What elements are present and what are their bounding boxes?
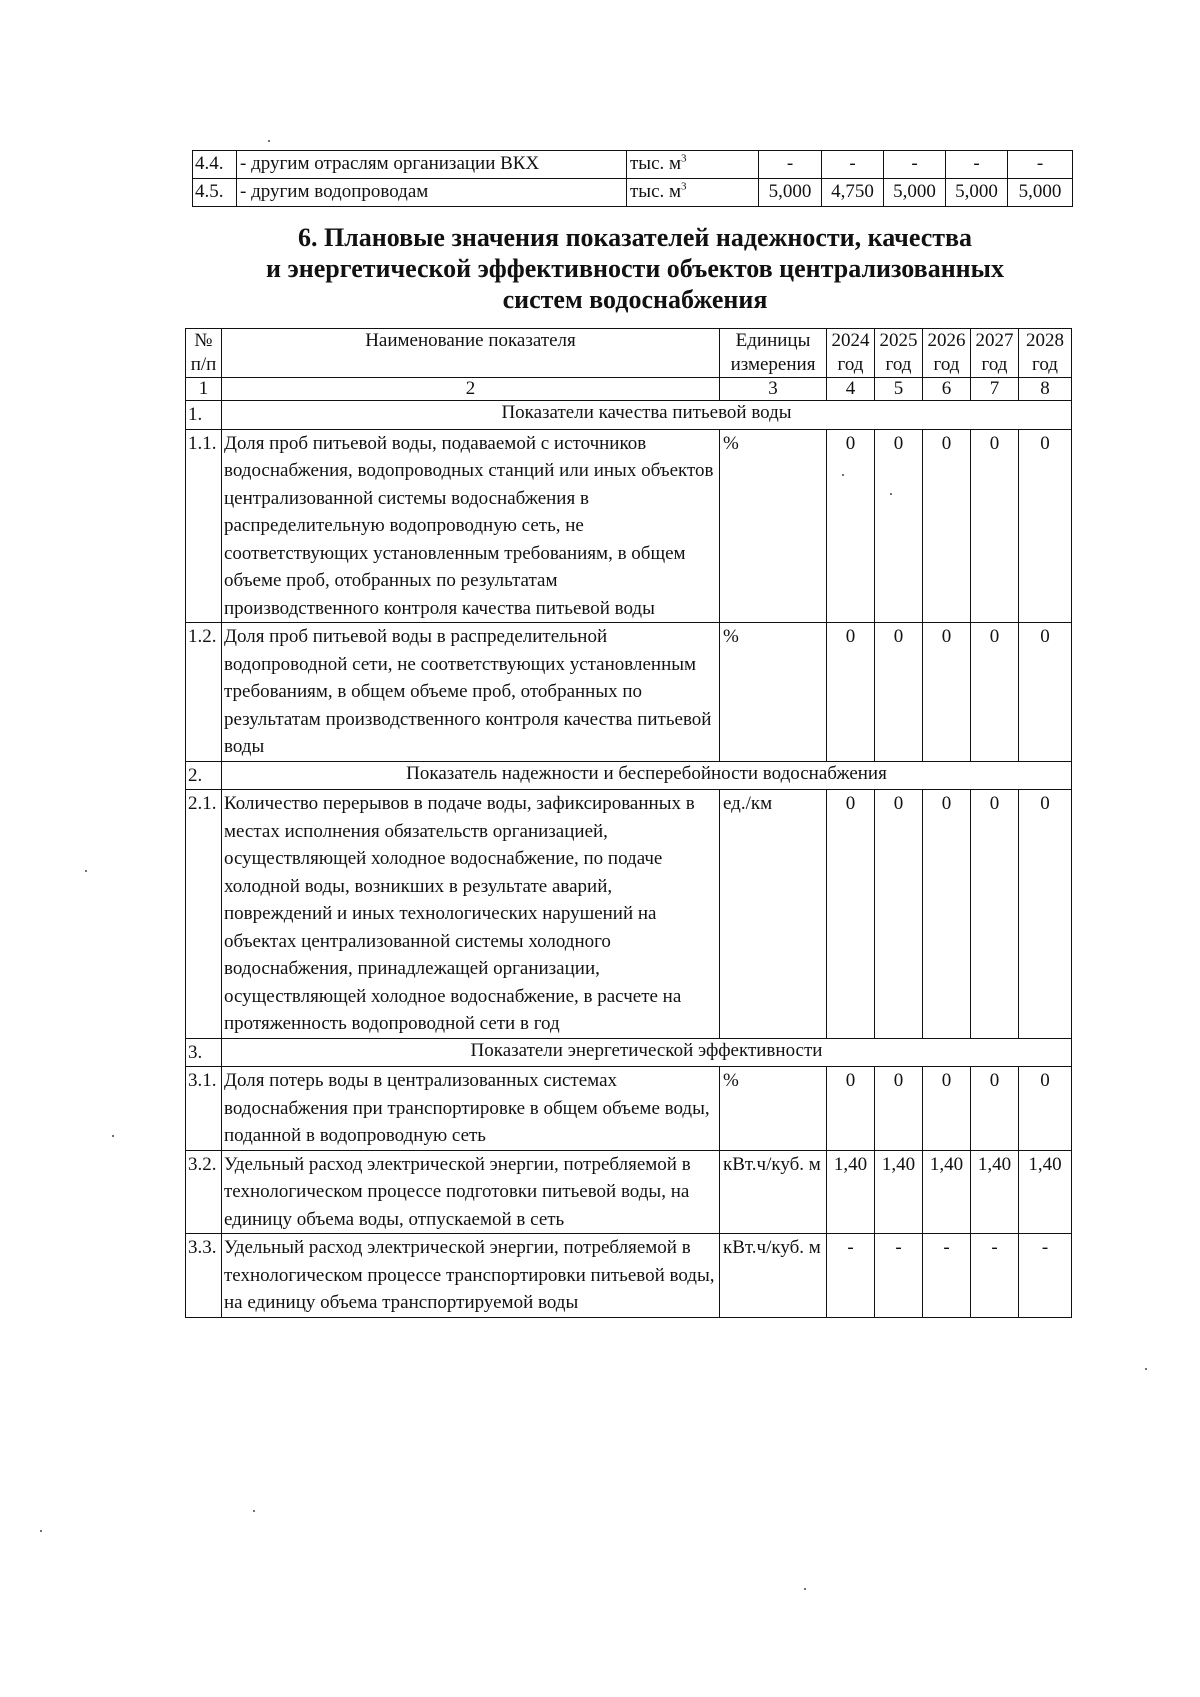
row-unit <box>627 179 759 207</box>
row-number: 3.3. <box>186 1234 222 1318</box>
row-number: 2.1. <box>186 790 222 1039</box>
row-number: 3.2. <box>186 1150 222 1234</box>
row-number: 4.5. <box>193 179 237 207</box>
row-name: - другим водопроводам <box>237 179 627 207</box>
section-number: 1. <box>186 401 222 430</box>
indicator-value: 0 <box>971 623 1019 762</box>
scan-speck <box>268 140 270 142</box>
table-row <box>186 790 1072 1039</box>
section-row <box>186 761 1072 790</box>
indicator-value: 0 <box>923 623 971 762</box>
header-num: № п/п <box>186 329 222 378</box>
column-index: 5 <box>875 378 923 401</box>
indicator-unit: кВт.ч/куб. м <box>720 1150 827 1234</box>
scan-speck <box>804 1588 806 1590</box>
indicator-value: 0 <box>827 790 875 1039</box>
indicator-name: Удельный расход электрической энергии, потребляемой в технологическом процессе транспортировки питьевой воды, на единицу объема транспортируемой воды <box>222 1234 720 1318</box>
row-value: - <box>759 151 822 179</box>
indicator-value: 0 <box>875 790 923 1039</box>
row-number: 3.1. <box>186 1067 222 1151</box>
indicator-value: 0 <box>1019 790 1072 1039</box>
header-name: Наименование показателя <box>222 329 720 378</box>
row-number: 4.4. <box>193 151 237 179</box>
indicator-value: 0 <box>971 429 1019 623</box>
column-index: 1 <box>186 378 222 401</box>
section-number: 3. <box>186 1038 222 1067</box>
indicators-table-body <box>186 401 1072 1318</box>
scan-speck <box>85 870 87 872</box>
scan-speck <box>112 1135 114 1137</box>
table-row <box>193 151 1073 179</box>
table-header-row <box>186 329 1072 378</box>
scan-speck <box>253 1510 255 1512</box>
scan-speck <box>40 1530 42 1532</box>
indicator-value: 0 <box>827 429 875 623</box>
indicator-value: 0 <box>875 623 923 762</box>
indicator-value: - <box>923 1234 971 1318</box>
section-number: 2. <box>186 761 222 790</box>
column-index: 7 <box>971 378 1019 401</box>
indicator-value: 0 <box>923 1067 971 1151</box>
table-row <box>186 1234 1072 1318</box>
indicator-name: Количество перерывов в подаче воды, зафиксированных в местах исполнения обязательств организацией, осуществляющей холодное водоснабжение, по подаче холодной воды, возникших в результате аварий, повреждений и иных технологических нарушений на объектах централизованной системы холодного водоснабжения, принадлежащей организации, осуществляющей холодное водоснабжение, в расчете на протяженность водопроводной сети в год <box>222 790 720 1039</box>
unit-text: тыс. м <box>630 153 682 174</box>
table-row <box>186 623 1072 762</box>
column-index: 6 <box>923 378 971 401</box>
row-value: 5,000 <box>946 179 1008 207</box>
section-title-line: 6. Плановые значения показателей надежности, качества <box>297 223 973 252</box>
column-index: 2 <box>222 378 720 401</box>
indicator-unit: % <box>720 429 827 623</box>
row-number: 1.2. <box>186 623 222 762</box>
header-year: 2024 год <box>827 329 875 378</box>
section-row <box>186 1038 1072 1067</box>
indicator-value: 0 <box>971 1067 1019 1151</box>
indicator-unit: ед./км <box>720 790 827 1039</box>
row-value: - <box>946 151 1008 179</box>
indicator-value: - <box>971 1234 1019 1318</box>
indicator-value: 0 <box>923 790 971 1039</box>
column-index: 4 <box>827 378 875 401</box>
row-unit <box>627 151 759 179</box>
indicator-unit: % <box>720 623 827 762</box>
indicator-name: Удельный расход электрической энергии, потребляемой в технологическом процессе подготовки питьевой воды, на единицу объема воды, отпускаемой в сеть <box>222 1150 720 1234</box>
table-row <box>186 429 1072 623</box>
indicator-value: 0 <box>827 623 875 762</box>
row-value: - <box>822 151 884 179</box>
header-year: 2026 год <box>923 329 971 378</box>
row-value: 5,000 <box>884 179 946 207</box>
table-row <box>186 1067 1072 1151</box>
section-title-line: и энергетической эффективности объектов централизованных <box>266 254 1004 283</box>
indicator-value: 0 <box>1019 1067 1072 1151</box>
row-value: 5,000 <box>1008 179 1073 207</box>
indicator-value: - <box>827 1234 875 1318</box>
indicator-value: 1,40 <box>923 1150 971 1234</box>
row-number: 1.1. <box>186 429 222 623</box>
scan-speck <box>1145 1368 1147 1370</box>
header-year: 2028 год <box>1019 329 1072 378</box>
row-value: 5,000 <box>759 179 822 207</box>
row-value: - <box>884 151 946 179</box>
continuation-table <box>192 150 1073 207</box>
indicator-value: - <box>1019 1234 1072 1318</box>
unit-superscript: 3 <box>681 152 687 165</box>
header-unit: Единицы измерения <box>720 329 827 378</box>
section-row <box>186 401 1072 430</box>
indicator-value: 1,40 <box>1019 1150 1072 1234</box>
row-value: 4,750 <box>822 179 884 207</box>
header-year: 2027 год <box>971 329 1019 378</box>
indicator-value: 0 <box>827 1067 875 1151</box>
section-title <box>200 222 1070 315</box>
section-title: Показатели качества питьевой воды <box>222 401 1072 430</box>
table-row <box>193 179 1073 207</box>
indicator-value: - <box>875 1234 923 1318</box>
indicator-name: Доля проб питьевой воды в распределительной водопроводной сети, не соответствующих установленным требованиям, в общем объеме проб, отобранных по результатам производственного контроля качества питьевой воды <box>222 623 720 762</box>
indicator-value: 0 <box>875 429 923 623</box>
unit-text: тыс. м <box>630 181 682 202</box>
indicator-name: Доля проб питьевой воды, подаваемой с источников водоснабжения, водопроводных станций или иных объектов централизованной системы водоснабжения в распределительную водопроводную сеть, не соответствующих установленным требованиям, в общем объеме проб, отобранных по результатам производственного контроля качества питьевой воды <box>222 429 720 623</box>
column-index-row <box>186 378 1072 401</box>
indicators-table <box>185 328 1072 1318</box>
indicator-unit: кВт.ч/куб. м <box>720 1234 827 1318</box>
indicator-name: Доля потерь воды в централизованных системах водоснабжения при транспортировке в общем объеме воды, поданной в водопроводную сеть <box>222 1067 720 1151</box>
unit-superscript: 3 <box>681 180 687 193</box>
indicator-unit: % <box>720 1067 827 1151</box>
column-index: 8 <box>1019 378 1072 401</box>
indicator-value: 0 <box>923 429 971 623</box>
indicator-value: 1,40 <box>827 1150 875 1234</box>
indicator-value: 0 <box>875 1067 923 1151</box>
column-index: 3 <box>720 378 827 401</box>
section-title-line: систем водоснабжения <box>502 285 768 314</box>
section-title: Показатель надежности и бесперебойности водоснабжения <box>222 761 1072 790</box>
indicator-value: 0 <box>971 790 1019 1039</box>
header-year: 2025 год <box>875 329 923 378</box>
continuation-table-body <box>193 151 1073 207</box>
indicator-value: 0 <box>1019 623 1072 762</box>
row-value: - <box>1008 151 1073 179</box>
indicator-value: 0 <box>1019 429 1072 623</box>
section-title: Показатели энергетической эффективности <box>222 1038 1072 1067</box>
indicator-value: 1,40 <box>875 1150 923 1234</box>
indicator-value: 1,40 <box>971 1150 1019 1234</box>
table-row <box>186 1150 1072 1234</box>
row-name: - другим отраслям организации ВКХ <box>237 151 627 179</box>
